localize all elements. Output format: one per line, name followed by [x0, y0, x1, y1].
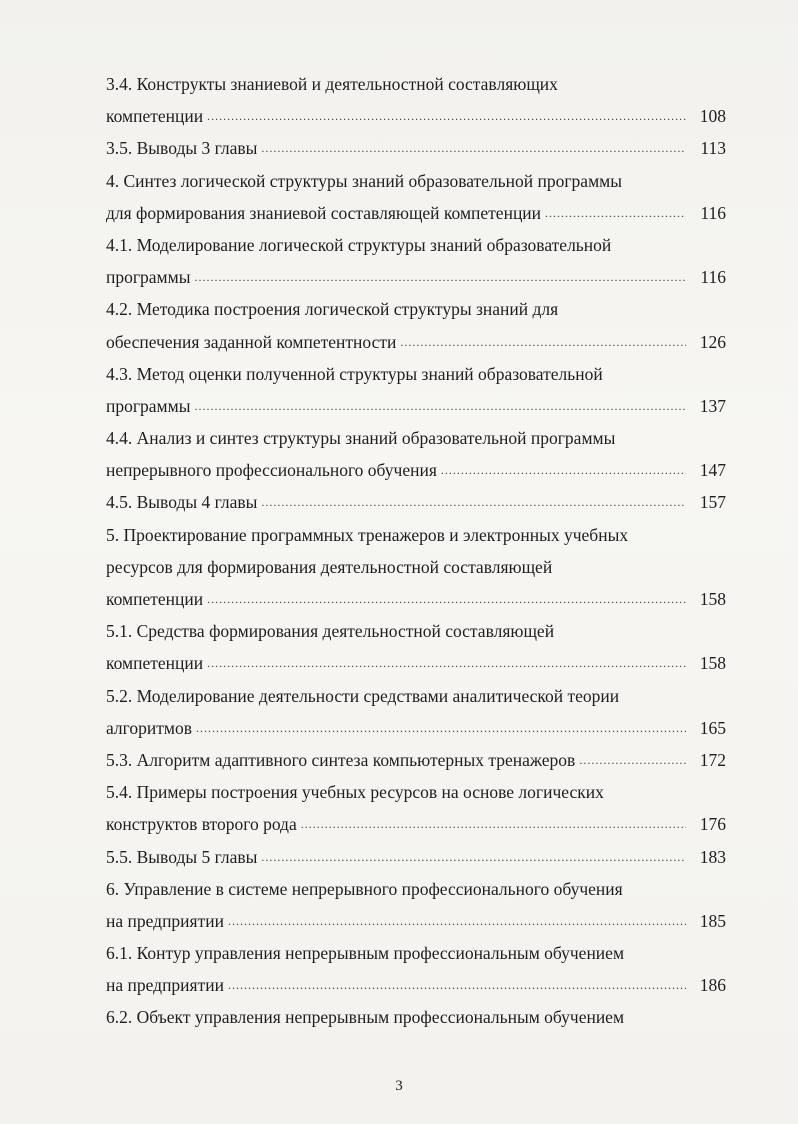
toc-entry-last-line [106, 744, 726, 776]
dot-leader [207, 583, 686, 615]
toc-entry-last-line [106, 841, 726, 873]
toc-entry-text: 6.1. Контур управления непрерывным профессиональным обучением [106, 943, 625, 964]
toc-entry-last-line [106, 326, 726, 358]
dot-leader [194, 261, 686, 293]
dot-leader [194, 390, 686, 422]
dot-leader [261, 486, 686, 518]
dot-leader [261, 132, 686, 164]
toc-entry-text: компетенции [106, 653, 204, 674]
toc-entry-text: программы [106, 395, 191, 416]
toc-page-number: 157 [699, 492, 726, 513]
toc-entry-text: 5. Проектирование программных тренажеров и электронных учебных [106, 524, 629, 545]
toc-entry [106, 486, 726, 518]
toc-page-number: 185 [699, 910, 726, 931]
toc-entry-text: компетенции [106, 589, 204, 609]
toc-entry [106, 422, 726, 486]
toc-entry-last-line [106, 647, 726, 679]
toc-page-number: 116 [700, 267, 726, 288]
toc-entry-text: непрерывного профессионального обучения [106, 460, 437, 481]
toc-page-number: 158 [699, 653, 726, 674]
toc-entry [106, 680, 726, 744]
toc-entry-last-line [106, 969, 726, 1001]
toc-entry-text: 3.5. Выводы 3 главы [106, 138, 258, 159]
dot-leader [579, 744, 686, 776]
toc-entry-last-line [106, 390, 726, 422]
toc-entry-last-line [106, 712, 726, 744]
toc-entry [106, 358, 726, 422]
toc-entry-text: 6. Управление в системе непрерывного профессионального обучения [106, 878, 623, 899]
toc-entry-text: 6.2. Объект управления непрерывным профессиональным обучением [106, 1007, 625, 1028]
toc-entry [106, 615, 726, 679]
toc-page-number: 183 [699, 846, 726, 867]
dot-leader [400, 326, 686, 358]
toc-page-number: 176 [699, 814, 726, 835]
dot-leader [207, 647, 686, 679]
dot-leader [207, 100, 686, 132]
dot-leader [441, 454, 686, 486]
toc-entry-last-line [106, 905, 726, 937]
toc-entry-last-line [106, 197, 726, 229]
toc-entry-text: 5.1. Средства формирования деятельностной составляющей [106, 621, 555, 642]
toc-entry-last-line [106, 261, 726, 293]
dot-leader [261, 841, 686, 873]
toc-entry-last-line [106, 583, 726, 615]
toc-entry-text: обеспечения заданной компетентности [106, 331, 397, 352]
toc-entry-last-line [106, 132, 726, 164]
toc-entry-text: для формирования знаниевой составляющей компетенции [106, 202, 542, 223]
toc-page-number: 186 [699, 975, 726, 996]
toc-page-number: 116 [700, 202, 726, 223]
toc-entry-text: программы [106, 267, 191, 288]
toc-entry [106, 841, 726, 873]
page-number: 3 [395, 1078, 403, 1094]
toc-entry-text: 4.5. Выводы 4 главы [106, 492, 258, 513]
toc-entry-last-line [106, 808, 726, 840]
toc-entry-text: 5.2. Моделирование деятельности средствами аналитической теории [106, 685, 620, 706]
toc-entry-text: 4.4. Анализ и синтез структуры знаний образовательной программы [106, 428, 616, 449]
toc-entry-text: 3.4. Конструкты знаниевой и деятельностной составляющих [106, 74, 558, 94]
toc-entry [106, 293, 726, 357]
toc-entry [106, 744, 726, 776]
toc-entry [106, 776, 726, 840]
toc-entry [106, 937, 726, 1001]
toc-entry-text: 4. Синтез логической структуры знаний образовательной программы [106, 170, 622, 191]
toc-entry-text: алгоритмов [106, 717, 192, 738]
toc-entry-text: 5.4. Примеры построения учебных ресурсов на основе логических [106, 782, 604, 803]
toc-page-number: 108 [699, 106, 726, 127]
toc-entry-text: 4.3. Метод оценки полученной структуры знаний образовательной [106, 363, 603, 384]
dot-leader [196, 712, 686, 744]
toc-entry-text: конструктов второго рода [106, 814, 297, 835]
toc-page-number: 113 [700, 138, 726, 159]
toc-entry-last-line [106, 454, 726, 486]
toc-page-number: 165 [699, 717, 726, 738]
table-of-contents [106, 68, 726, 1034]
toc-entry [106, 873, 726, 937]
toc-entry [106, 229, 726, 293]
toc-entry [106, 519, 726, 616]
toc-entry-text: ресурсов для формирования деятельностной составляющей [106, 556, 553, 577]
toc-entry-last-line [106, 486, 726, 518]
dot-leader [228, 969, 686, 1001]
toc-entry-text: компетенции [106, 106, 204, 127]
toc-page-number: 126 [699, 331, 726, 352]
toc-entry-last-line [106, 100, 726, 132]
toc-entry-text: 5.5. Выводы 5 главы [106, 846, 258, 867]
toc-entry-text: на предприятии [106, 910, 224, 931]
toc-entry-text: 4.2. Методика построения логической структуры знаний для [106, 299, 559, 320]
toc-page-number: 147 [699, 460, 726, 481]
toc-entry-text: 4.1. Моделирование логической структуры знаний образовательной [106, 234, 612, 255]
toc-entry [106, 1001, 726, 1033]
toc-entry [106, 132, 726, 164]
toc-page-number: 172 [699, 749, 726, 770]
toc-entry-text: на предприятии [106, 975, 224, 996]
toc-entry [106, 68, 726, 132]
toc-entry [106, 165, 726, 229]
toc-page-number: 137 [699, 395, 726, 416]
toc-entry-text: 5.3. Алгоритм адаптивного синтеза компьютерных тренажеров [106, 749, 576, 770]
dot-leader [545, 197, 686, 229]
toc-page-number: 158 [699, 589, 726, 609]
dot-leader [301, 808, 686, 840]
dot-leader [228, 905, 686, 937]
